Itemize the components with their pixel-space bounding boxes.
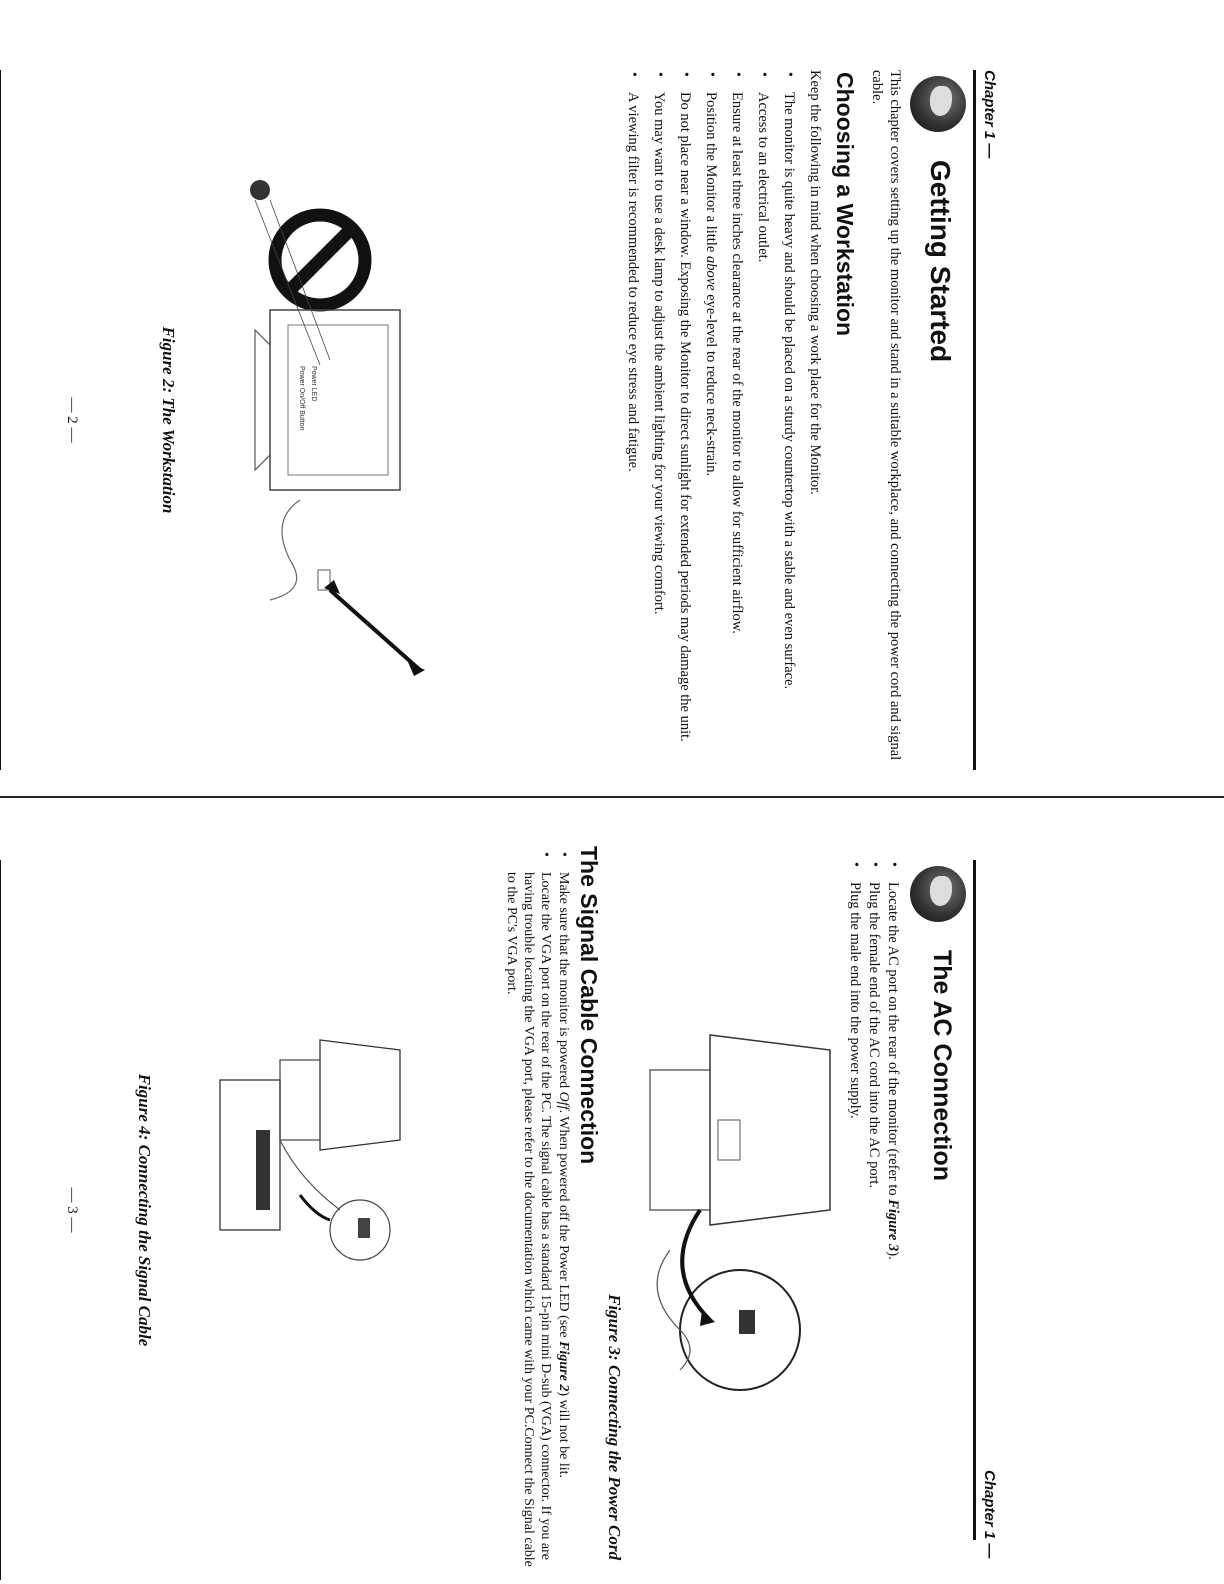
- list-item: • Ensure at least three inches clearance at the rear of the monitor to allow for sufficient airflow.: [728, 70, 746, 770]
- header-rule: [973, 70, 976, 770]
- page-2: [0, 50, 1000, 790]
- text-fragment: . When powered off the Power LED (see: [556, 1109, 571, 1342]
- section-intro: Keep the following in mind when choosing a work place for the Monitor.: [807, 70, 823, 495]
- text-fragment: Locate the AC port on the rear of the monitor (refer to: [885, 882, 901, 1200]
- text-fragment: ).: [885, 1251, 901, 1260]
- emphasis-text: Off: [556, 1091, 571, 1110]
- list-item: • Plug the female end of the AC cord into the AC port.: [865, 860, 883, 1560]
- text-fragment: ) will not be lit.: [556, 1391, 571, 1479]
- figure-4-caption: Figure 4: Connecting the Signal Cable: [135, 1073, 154, 1347]
- text-fragment: Position the Monitor a little: [703, 92, 719, 256]
- signal-bullets: [502, 850, 572, 1570]
- page-bottom-rule: [0, 70, 1, 770]
- page-number: — 3 —: [64, 1187, 80, 1233]
- list-item: [884, 860, 902, 1560]
- globe-icon: [910, 866, 966, 922]
- list-item: • You may want to use a desk lamp to adjust the ambient lighting for your viewing comfort.: [650, 70, 668, 770]
- globe-icon: [910, 76, 966, 132]
- chapter-label: Chapter 1 —: [981, 1470, 998, 1559]
- list-item: [702, 70, 720, 770]
- list-item: • Plug the male end into the power supply.: [846, 860, 864, 1560]
- ac-connection-title: The AC Connection: [928, 950, 956, 1182]
- page-fold-line: [0, 796, 1224, 798]
- page-number: — 2 —: [64, 397, 80, 443]
- list-item: [555, 850, 572, 1570]
- power-led-label: Power LED: [310, 366, 317, 402]
- figure-2-caption: Figure 2: The Workstation: [159, 326, 178, 514]
- section-title-workstation: Choosing a Workstation: [832, 72, 858, 337]
- signal-cable-title: The Signal Cable Connection: [576, 846, 602, 1165]
- text-fragment: Make sure that the monitor is powered: [556, 872, 571, 1092]
- sun-icon: [250, 180, 270, 200]
- workstation-bullets: [616, 70, 798, 770]
- power-button-label: Power On/Off Button: [298, 366, 305, 431]
- chapter-label: Chapter 1 —: [981, 70, 998, 159]
- figure-ref: Figure 3: [885, 1199, 901, 1252]
- page-3: [0, 840, 1000, 1580]
- list-item: • A viewing filter is recommended to reduce eye stress and fatigue.: [624, 70, 642, 770]
- chapter-title: Getting Started: [925, 160, 956, 363]
- ac-bullets: [845, 860, 902, 1560]
- chapter-intro: This chapter covers setting up the monitor and stand in a suitable workplace, and connecting the power cord and signal cable.: [869, 70, 903, 761]
- signal-cable-figure: [190, 1020, 420, 1280]
- list-item: • Locate the VGA port on the rear of the PC. The signal cable has a standard 15-pin mini D-sub (VGA) connector. If you are having trouble locating the VGA port, please refer to the documentation which came with your PC.Connect the Signal cable to the PC's VGA port.: [503, 850, 554, 1570]
- list-item: • The monitor is quite heavy and should be placed on a sturdy countertop with a stable and even surface.: [780, 70, 798, 770]
- text-fragment: eye-level to reduce neck-strain.: [703, 290, 719, 477]
- emphasis-text: above: [703, 255, 719, 291]
- figure-ref: Figure 2: [556, 1341, 571, 1392]
- header-rule: [973, 860, 976, 1540]
- workstation-figure: [250, 170, 480, 670]
- figure-3-caption: Figure 3: Connecting the Power Cord: [605, 1294, 624, 1560]
- power-cord-figure: [635, 1010, 850, 1430]
- list-item: • Do not place near a window. Exposing the Monitor to direct sunlight for extended periods may damage the unit.: [676, 70, 694, 770]
- list-item: • Access to an electrical outlet.: [754, 70, 772, 770]
- page-bottom-rule: [0, 860, 1, 1580]
